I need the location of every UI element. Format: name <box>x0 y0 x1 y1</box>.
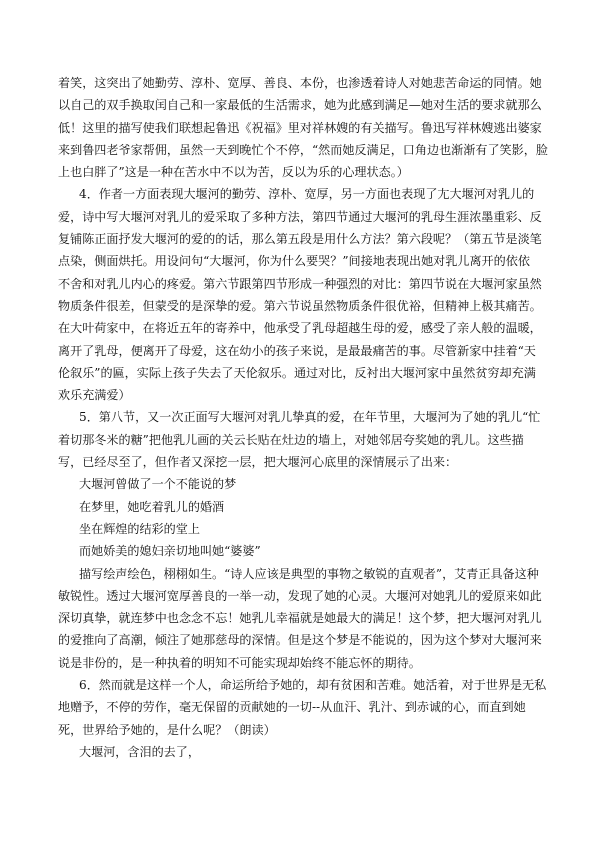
text-line: 在梦里，她吃着乳儿的婚酒 <box>79 499 225 514</box>
text-line: 写，已经尽至了，但作者又深挖一层，把大堰河心底里的深情展示了出来： <box>58 455 458 470</box>
text-line: 上也白胖了”这是一种在苦水中不以为苦，反以为乐的心理状态。） <box>58 165 409 180</box>
text-line: 点染，侧面烘托。用设问句“大堰河，你为什么要哭？”间接地表现出她对乳儿离开的依依 <box>58 254 530 269</box>
text-line: 欢乐充满爱） <box>58 388 131 403</box>
text-line: 复铺陈正面抒发大堰河的爱的的话，那么第五段是用什么方法？第六段呢？（第五节是淡笔 <box>58 232 542 247</box>
text-line: 爱，诗中写大堰河对乳儿的爱采取了多种方法，第四节通过大堰河的乳母生涯浓墨重彩、反 <box>58 209 542 224</box>
text-line: 伦叙乐”的匾，实际上孩子失去了天伦叙乐。通过对比，反衬出大堰河家中虽然贫穷却充满 <box>58 365 536 380</box>
text-line: 6．然而就是这样一个人，命运所给予她的，却有贫困和苦难。她活着，对于世界是无私 <box>79 678 547 693</box>
text-line: 坐在辉煌的结彩的堂上 <box>79 521 200 536</box>
text-line: 物质条件很差，但蒙受的是深挚的爱。第六节说虽然物质条件很优裕，但精神上极其痛苦。 <box>58 298 542 313</box>
text-line: 地赠予，不停的劳作，毫无保留的贡献她的一切--从血汗、乳汁、到赤诚的心，而直到她 <box>58 700 526 715</box>
text-line: 描写绘声绘色，栩栩如生。“诗人应该是典型的事物之敏锐的直观者”，艾青正具备这种 <box>79 566 539 581</box>
text-line: 着切那冬米的糖”把他乳儿画的关云长贴在灶边的墙上，对她邻居夸奖她的乳儿。这些描 <box>58 432 524 447</box>
text-line: 5．第八节，又一次正面写大堰河对乳儿挚真的爱，在年节里，大堰河为了她的乳儿“忙 <box>79 410 541 425</box>
text-line: 的爱推向了高潮，倾注了她那慈母的深情。但是这个梦是不能说的，因为这个梦对大堰河来 <box>58 633 542 648</box>
text-line: 死，世界给予她的，是什么呢？（朗读） <box>58 722 276 737</box>
text-line: 大堰河，含泪的去了， <box>79 744 200 759</box>
document-page <box>58 72 547 763</box>
text-line: 说是非份的，是一种执着的明知不可能实现却始终不能忘怀的期待。 <box>58 655 421 670</box>
text-line: 以自己的双手换取闰自己和一家最低的生活需求，她为此感到满足—她对生活的要求就那么 <box>58 98 542 113</box>
text-line: 敏锐性。透过大堰河宽厚善良的一举一动，发现了她的心灵。大堰河对她乳儿的爱原来如此 <box>58 588 542 603</box>
text-line: 不舍和对乳儿内心的疼爱。第六节跟第四节形成一种强烈的对比：第四节说在大堰河家虽然 <box>58 276 542 291</box>
text-line: 来到鲁四老爷家帮佣，虽然一天到晚忙个不停，“然而她反满足，口角边也渐渐有了笑影，脸 <box>58 142 548 157</box>
text-line: 离开了乳母，便离开了母爱，这在幼小的孩子来说，是最最痛苦的事。尽管新家中挂着“天 <box>58 343 536 358</box>
text-line: 4．作者一方面表现大堰河的勤劳、淳朴、宽厚，另一方面也表现了尢大堰河对乳儿的 <box>79 187 535 202</box>
text-line: 而她娇美的媳妇亲切地叫她“婆婆” <box>79 544 261 559</box>
text-line: 在大叶荷家中，在将近五年的寄养中，他承受了乳母超越生母的爱，感受了亲人般的温暖， <box>58 321 542 336</box>
text-line: 低！这里的描写使我们联想起鲁迅《祝福》里对祥林嫂的有关描写。鲁迅写祥林嫂逃出婆家 <box>58 120 542 135</box>
text-line: 深切真挚，就连梦中也念念不忘！她乳儿幸福就是她最大的满足！这个梦，把大堰河对乳儿 <box>58 611 542 626</box>
text-line: 大堰河曾做了一个不能说的梦 <box>79 477 237 492</box>
text-line: 着笑，这突出了她勤劳、淳朴、宽厚、善良、本份，也渗透着诗人对她悲苦命运的同情。她 <box>58 76 542 90</box>
